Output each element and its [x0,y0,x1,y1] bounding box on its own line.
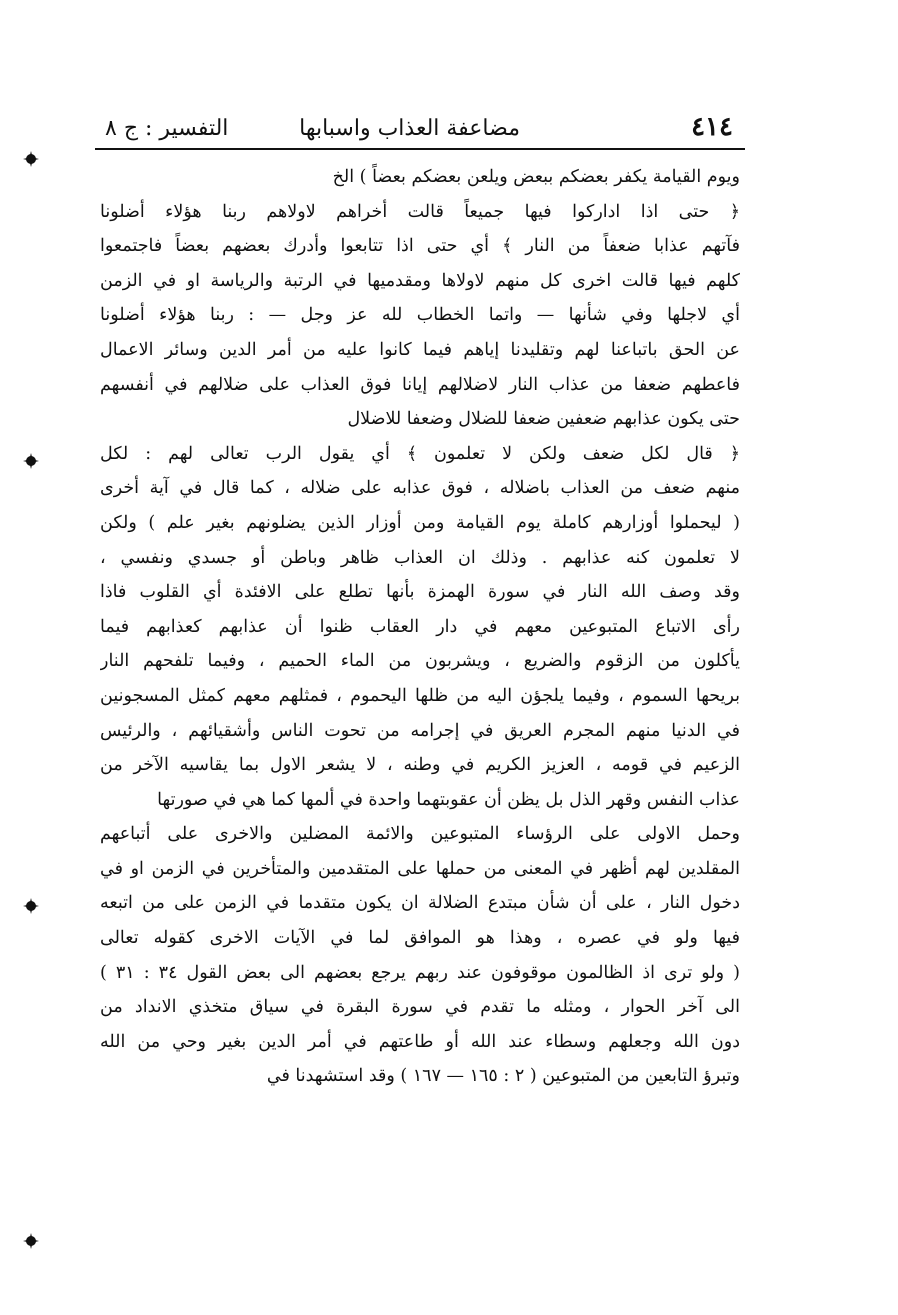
text-line: رأى الاتباع المتبوعين معهم في دار العقاب ظنوا أن عذابهم كعذابهم فيما [100,616,740,637]
text-line: في الدنيا منهم المجرم العريق في إجرامه من تحوت الناس وأشقيائهم ، والرئيس [100,720,740,741]
text-line: دخول النار ، على أن شأن مبتدع الضلالة ان يكون متقدما في الزمن على من اتبعه [100,893,740,914]
text-line: أي لاجلها وفي شأنها — واتما الخطاب لله عز وجل — : ربنا هؤلاء أضلونا [100,305,740,326]
margin-bullet-icon [22,897,40,915]
text-line: كلهم فيها قالت اخرى كل منهم لاولاها ومقدميها في الرتبة والرياسة او في الزمن [100,270,740,291]
text-line: فاعطهم ضعفا من عذاب النار لاضلالهم إيانا فوق العذاب على ضلالهم في أنفسهم [100,374,740,395]
text-line: ﴿ قال لكل ضعف ولكن لا تعلمون ﴾ أي يقول الرب تعالى لهم : لكل [100,443,740,464]
text-line: الزعيم في قومه ، العزيز الكريم في وطنه ، لا يشعر الاول بما يقاسيه الآخر من [100,755,740,776]
margin-bullet-icon [22,1232,40,1250]
text-line: المقلدين لهم أظهر في المعنى من حملها على المتقدمين والمتأخرين في الزمن او في [100,858,740,879]
running-header [95,112,745,152]
text-line: بريحها السموم ، وفيما يلجؤن اليه من ظلها اليحموم ، فمثلهم معهم كمثل المسجونين [100,685,740,706]
page-number: ٤١٤ [691,112,733,142]
text-line: وحمل الاولى على الرؤساء المتبوعين والائمة المضلين والاخرى على أتباعهم [100,824,740,845]
text-line: لا تعلمون كنه عذابهم . وذلك ان العذاب ظاهر وباطن أو جسدي ونفسي ، [100,547,740,568]
chapter-title: مضاعفة العذاب واسبابها [299,116,520,141]
text-line: ﴿ حتى اذا اداركوا فيها جميعاً قالت أخراهم لاولاهم ربنا هؤلاء أضلونا [100,201,740,222]
text-line: عذاب النفس وقهر الذل بل يظن أن عقوبتهما واحدة في ألمها كما هي في صورتها [157,789,740,810]
text-line: عن الحق باتباعنا لهم وتقليدنا إياهم فيما كانوا عليه من أمر الدين وسائر الاعمال [100,339,740,360]
text-line: دون الله وجعلهم وسطاء عند الله أو طاعتهم في أمر الدين بغير وحي من الله [100,1031,740,1052]
text-line: ويوم القيامة يكفر بعضكم ببعض ويلعن بعضكم بعضاً ) الخ [332,167,740,187]
margin-bullet-icon [22,452,40,470]
margin-bullet-icon [22,150,40,168]
header-divider [95,148,745,150]
text-line: وقد وصف الله النار في سورة الهمزة بأنها تطلع على الافئدة أي القلوب فاذا [100,582,740,603]
text-line: منهم ضعف من العذاب باضلاله ، فوق عذابه على ضلاله ، كما قال في آية أخرى [100,478,740,499]
text-line: ( ولو ترى اذ الظالمون موقوفون عند ربهم يرجع بعضهم الى بعض القول ٣٤ : ٣١ ) [100,962,740,983]
text-line: وتبرؤ التابعين من المتبوعين ( ٢ : ١٦٥ — ١٦٧ ) وقد استشهدنا في [266,1066,740,1087]
text-line: فآتهم عذابا ضعفاً من النار ﴾ أي حتى اذا تتابعوا وأدرك بعضهم بعضاً فاجتمعوا [100,236,740,257]
text-line: فيها ولو في عصره ، وهذا هو الموافق لما في الآيات الاخرى كقوله تعالى [100,928,740,949]
text-line: الى آخر الحوار ، ومثله ما تقدم في سورة البقرة في سياق متخذي الانداد من [100,997,740,1018]
text-line: يأكلون من الزقوم والضريع ، ويشربون من الماء الحميم ، وفيما تلفحهم النار [100,651,740,672]
text-line: ( ليحملوا أوزارهم كاملة يوم القيامة ومن أوزار الذين يضلونهم بغير علم ) ولكن [100,512,740,533]
book-part-label: التفسير : ج ٨ [105,116,229,141]
body-text [100,160,740,1094]
text-line: حتى يكون عذابهم ضعفين ضعفا للضلال وضعفا للاضلال [347,409,740,430]
